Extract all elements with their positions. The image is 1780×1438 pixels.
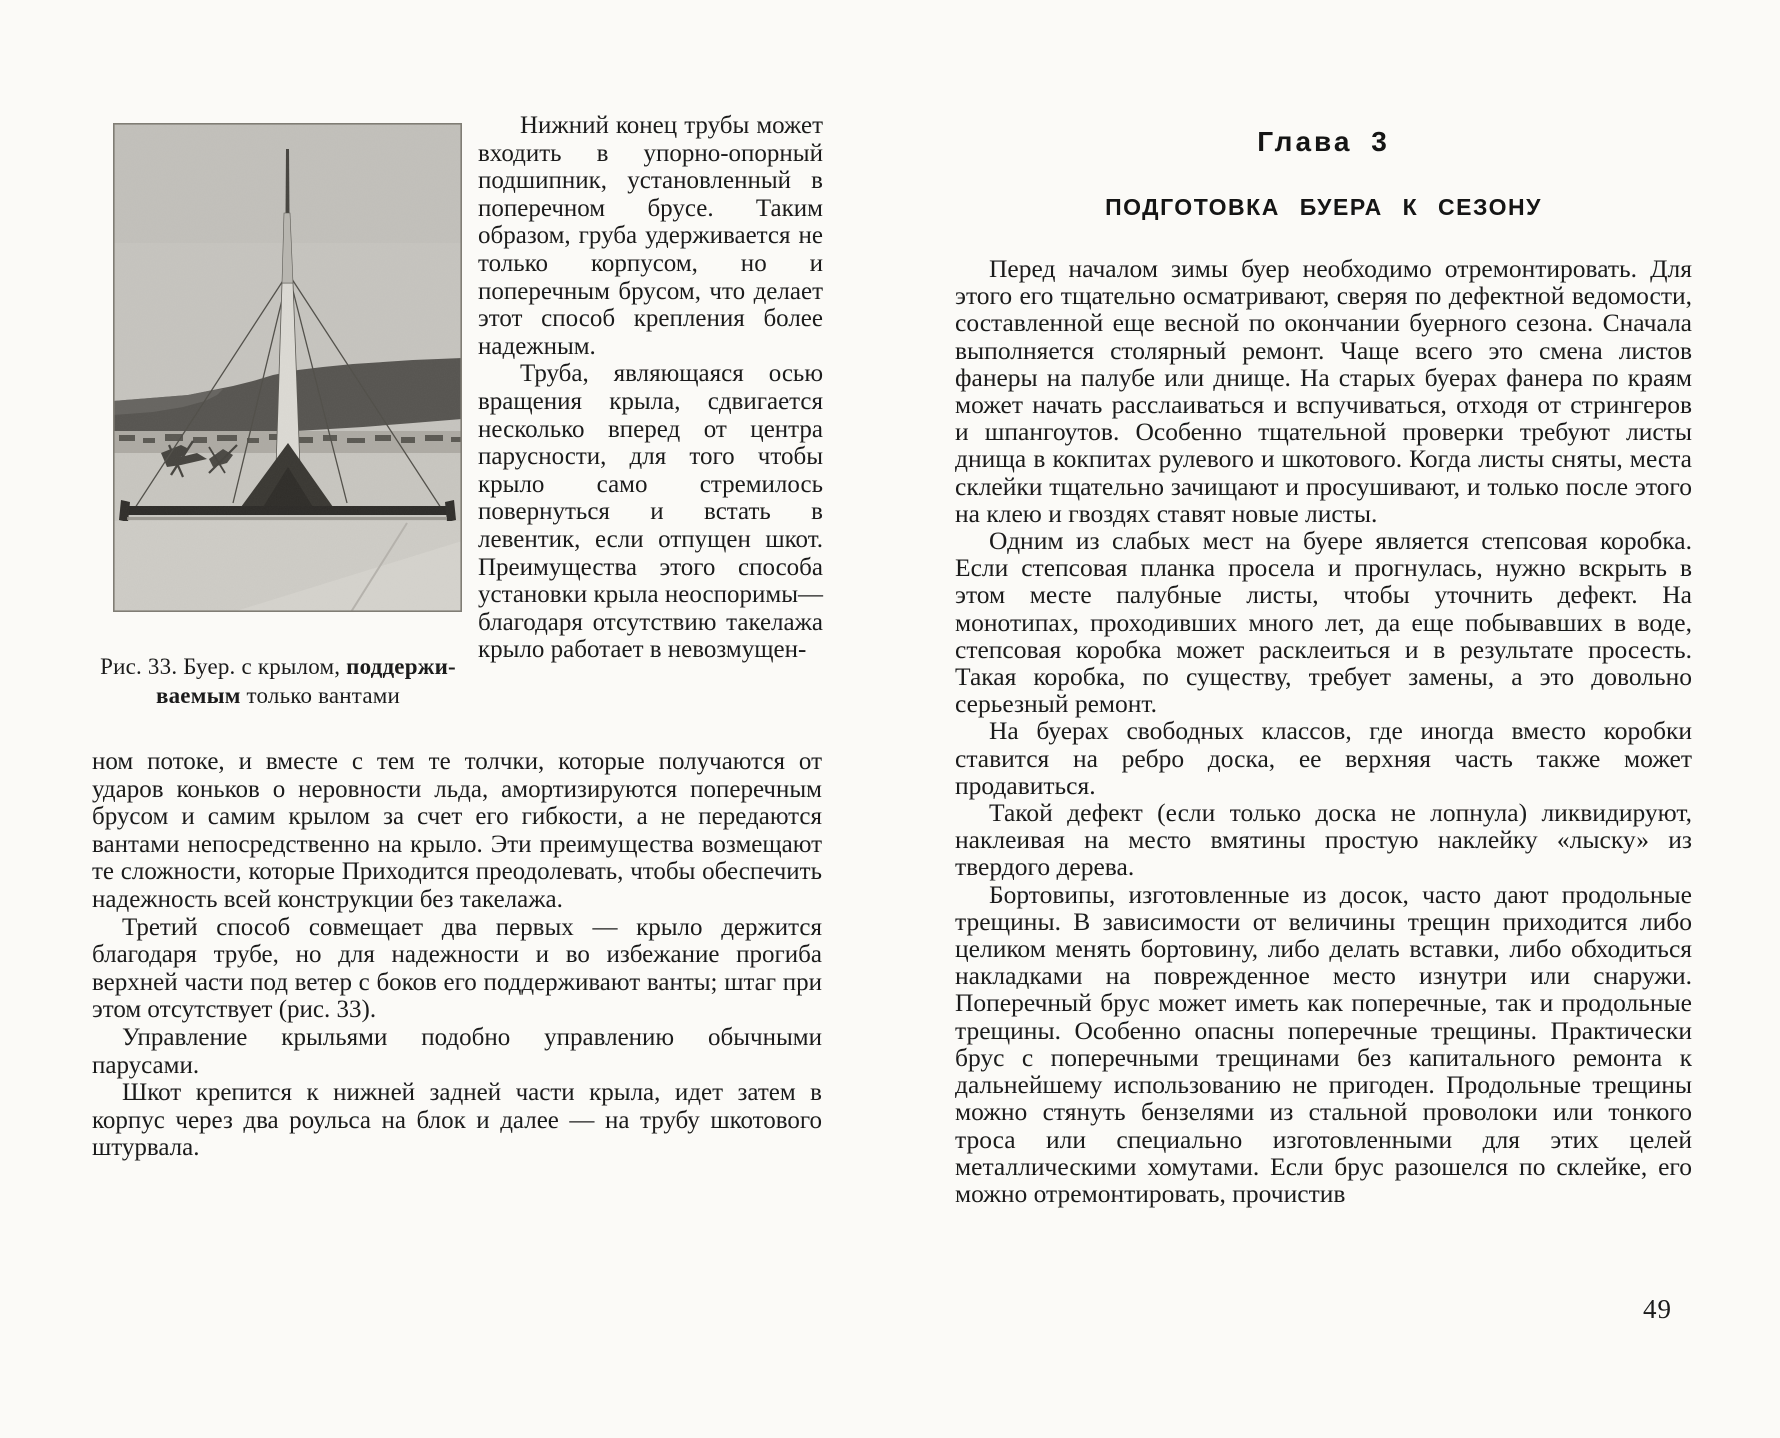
paragraph: Бортовипы, изготовленные из досок, часто дают продольные трещины. В зависимости от величины трещин приходится либо целиком менять бортовину, либо делать вставки, либо обходиться накладками на поврежденное место изнутри или снаружи. Поперечный брус может иметь как поперечные, так и продольные трещины. Особенно опасны поперечные трещины. Практически брус с поперечными трещинами без капитального ремонта к дальнейшему использованию не пригоден. Продольные трещины можно стянуть бензелями из стальной проволоки или тонкого троса или специально изготовленными для этих целей металлическими хомутами. Если брус разошелся по склейке, его можно отремонтировать, прочистив <box>955 879 1692 1208</box>
paragraph: ном потоке, и вместе с тем те толчки, которые получаются от ударов коньков о неровности льда, амортизируются поперечным брусом и самим крылом за счет его гибкости, а не передаются вантами непосредственно на крыло. Эти преимущества возмещают те сложности, которые Приходится преодолевать, чтобы обеспечить надежность всей конструкции без такелажа. <box>92 748 822 913</box>
right-page-body <box>955 255 1692 1207</box>
paragraph: Такой дефект (если только доска не лопнула) ликвидируют, наклеивая на место вмятины простую наклейку «лыску» из твердого дерева. <box>955 798 1692 882</box>
paragraph: Перед началом зимы буер необходимо отремонтировать. Для этого его тщательно осматривают, сверяя по дефектной ведомости, составленной еще весной по окончании буерного сезона. Сначала выполняется столярный ремонт. Чаще всего это смена листов фанеры на палубе или днище. На старых буерах фанера по краям может начать расслаиваться и вспучиваться, отходя от стрингеров и шпангоутов. Особенно тщательной проверки требуют листы днища в кокпитах рулевого и шкотового. Когда листы сняты, места склейки тщательно зачищают и просушивают, и только после этого на клею и гвоздях ставят новые листы. <box>955 254 1692 528</box>
caption-bold-text: ваемым <box>155 683 241 708</box>
chapter-title-heading: ПОДГОТОВКА БУЕРА К СЕЗОНУ <box>1105 194 1542 220</box>
page-number: 49 <box>1643 1294 1672 1324</box>
caption-text: Рис. 33. Буер. с крылом, <box>100 654 347 679</box>
paragraph: Труба, являющаяся осью вращения крыла, сдвигается несколько вперед от центра парусности, для того чтобы крыло само стремилось повернуться и встать в левентик, если отпущен шкот. Преимущества этого способа установки крыла неоспоримы— благодаря отсутствию такелажа крыло работает в невозмущен- <box>478 360 823 664</box>
figure-caption-line-2 <box>78 681 478 710</box>
figure-33-photo <box>113 123 462 612</box>
chapter-number-heading: Глава 3 <box>1257 126 1390 157</box>
figure-caption <box>78 652 478 710</box>
left-page-body <box>92 748 822 1162</box>
figure-caption-line-1 <box>78 652 478 681</box>
paragraph: Одним из слабых мест на буере является степсовая коробка. Если степсовая планка просела и прогнулась, нужно вскрыть в этом месте палубные листы, чтобы уточнить дефект. На монотипах, проходивших много лет, да еще побывавших в воде, степсовая коробка может расклеиться и в результате просесть. Такая коробка, по существу, требует замены, а это довольно серьезный ремонт. <box>955 526 1692 719</box>
paragraph: Третий способ совмещает два первых — крыло держится благодаря трубе, но для надежности и во избежание прогиба верхней части под ветер с боков его поддерживают ванты; штаг при этом отсутствует (рис. 33). <box>92 913 822 1024</box>
caption-bold-text: поддержи- <box>346 654 456 679</box>
paragraph: На буерах свободных классов, где иногда вместо коробки ставится на ребро доска, ее верхняя часть также может продавиться. <box>955 716 1692 800</box>
right-page <box>955 0 1692 1438</box>
caption-text: только вантами <box>240 683 401 708</box>
paragraph: Шкот крепится к нижней задней части крыла, идет затем в корпус через два роульса на блок и далее — на трубу шкотового штурвала. <box>92 1079 822 1162</box>
iceboat-photo-illustration <box>113 123 462 612</box>
left-page-wrapped-column <box>478 112 823 664</box>
paragraph: Нижний конец трубы может входить в упорно-опорный подшипник, установленный в поперечном брусе. Таким образом, груба удерживается не только корпусом, но и поперечным брусом, что делает этот способ крепления более надежным. <box>478 112 823 360</box>
paragraph: Управление крыльями подобно управлению обычными парусами. <box>92 1023 822 1079</box>
